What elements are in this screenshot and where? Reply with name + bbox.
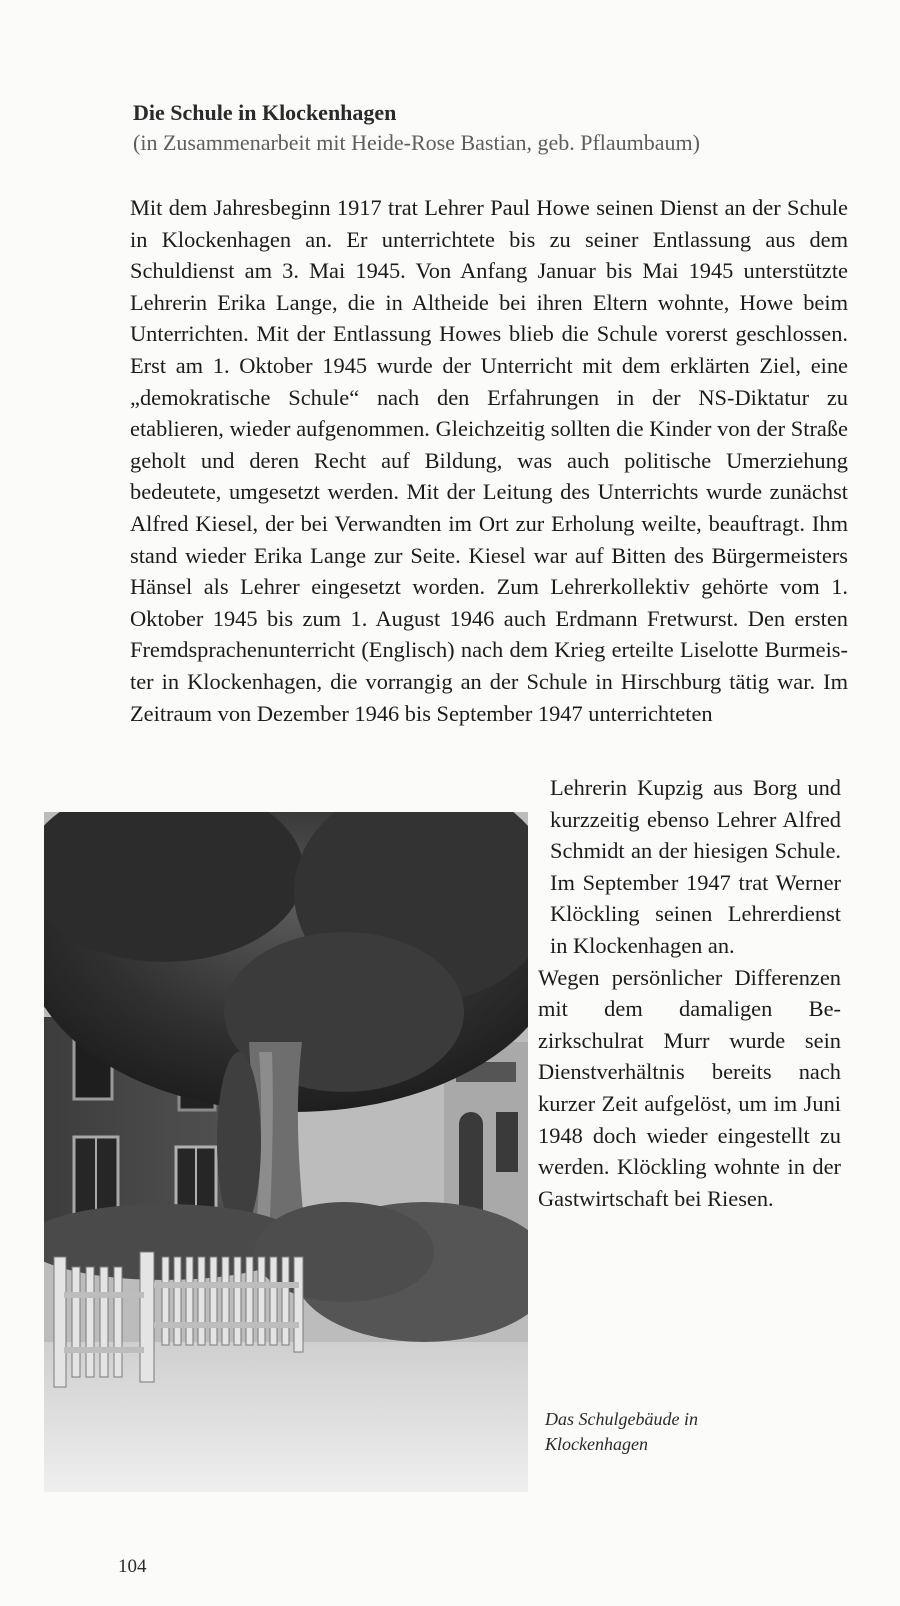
side-paragraph-1: Lehrerin Kupzig aus Borg und kurzzeitig ebenso Lehrer Alfred Schmidt an der hiesigen Schule. Im September 1947 trat Werner Klöckling seinen Lehrerdienst in Klockenhagen an.: [550, 775, 841, 958]
main-paragraph: Mit dem Jahresbeginn 1917 trat Lehrer Paul Howe seinen Dienst an der Schule in Klockenhagen an. Er unterrichtete bis zu seiner Entlassung aus dem Schuldienst am 3. Mai 1945. Von Anfang Januar bis Mai 1945 unterstützte Lehrerin Erika Lange, die in Altheide bei ihren Eltern wohnte, Howe beim Unterrichten. Mit der Entlassung Howes blieb die Schule vorerst geschlossen. Erst am 1. Oktober 1945 wurde der Unterricht mit dem erklärten Ziel, eine „demokratische Schule“ nach den Erfahrungen in der NS-Diktatur zu etablieren, wieder aufgenommen. Gleichzeitig sollten die Kinder von der Straße geholt und deren Recht auf Bildung, was auch politische Umerziehung bedeutete, umgesetzt werden. Mit der Leitung des Unterrichts wurde zunächst Alfred Kiesel, der bei Verwandten im Ort zur Erholung weilte, beauftragt. Ihm stand wieder Erika Lange zur Seite. Kiesel war auf Bitten des Bürgermeisters Hänsel als Lehrer eingesetzt worden. Zum Lehrerkollektiv gehörte vom 1. Oktober 1945 bis zum 1. August 1946 auch Erdmann Fretwurst. Den ersten Fremdsprachenunterricht (Englisch) nach dem Krieg erteilte Liselotte Burmeister in Klockenhagen, die vorrangig an der Schule in Hirschburg tätig war. Im Zeitraum von Dezember 1946 bis September 1947 unterrichteten: [130, 195, 848, 726]
section-subtitle: (in Zusammenarbeit mit Heide-Rose Bastian, geb. Pflaumbaum): [133, 130, 700, 155]
section-title: Die Schule in Klockenhagen: [133, 100, 397, 125]
section-heading: [133, 98, 853, 158]
photo-caption: Das Schulgebäude in Klockenhagen: [545, 1409, 698, 1454]
school-building-photo: [44, 812, 528, 1492]
page-number: 104: [118, 1556, 147, 1577]
side-column: [538, 772, 841, 1214]
side-paragraph-2: Wegen persönlicher Differenzen mit dem damaligen Bezirkschulrat Murr wurde sein Dienstverhältnis bereits nach kurzer Zeit aufgelöst, um im Juni 1948 doch wieder eingestellt zu werden. Klöckling wohnte in der Gastwirtschaft bei Riesen.: [538, 964, 841, 1211]
